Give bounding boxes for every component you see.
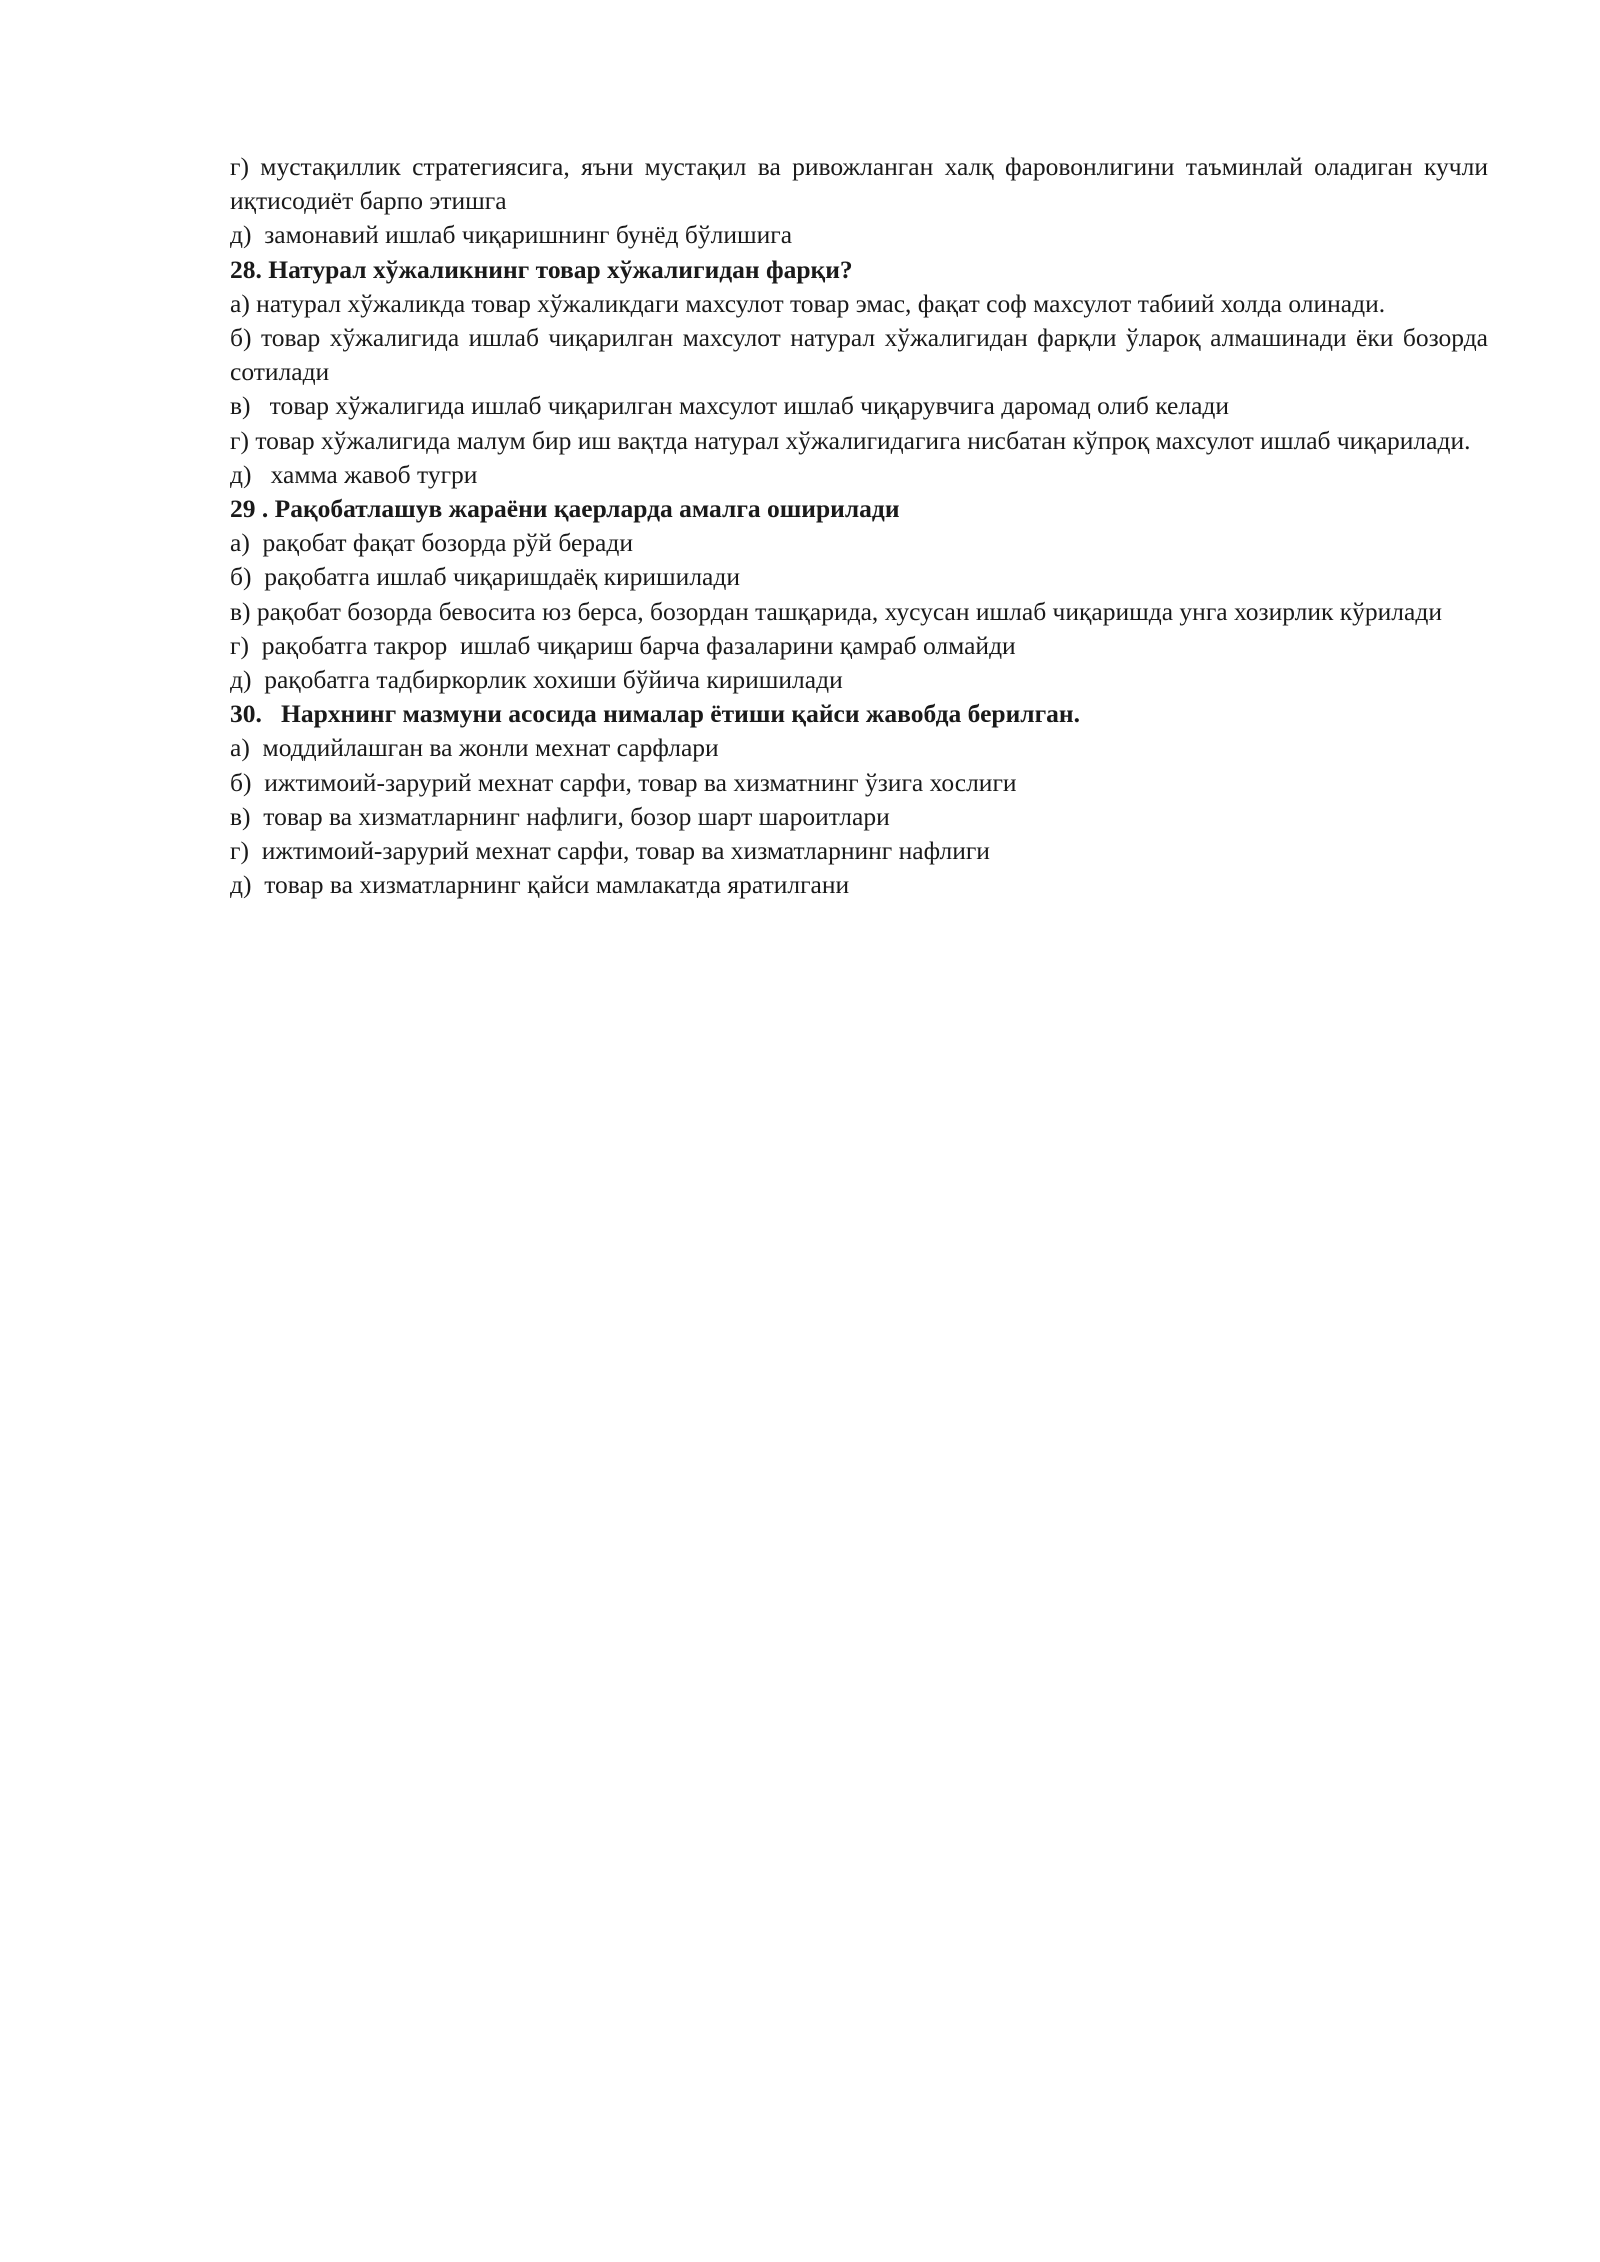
answer-option: а) рақобат фақат бозорда рўй беради	[230, 528, 633, 558]
answer-option: в) товар ва хизматларнинг нафлиги, бозор шарт шароитлари	[230, 801, 890, 831]
answer-option: а) натурал хўжаликда товар хўжаликдаги махсулот товар эмас, фақат соф махсулот табиий холда олинади.	[230, 288, 1386, 318]
answer-option: в) товар хўжалигида ишлаб чиқарилган махсулот ишлаб чиқарувчига даромад олиб келади	[230, 391, 1230, 421]
answer-option: б) рақобатга ишлаб чиқаришдаёқ киришилади	[230, 562, 740, 592]
document-page	[230, 150, 1488, 902]
answer-option: а) моддийлашган ва жонли мехнат сарфлари	[230, 733, 719, 763]
answer-option: г) товар хўжалигида малум бир иш вақтда натурал хўжалигидагига нисбатан кўпроқ махсулот ишлаб чиқарилади.	[230, 425, 1471, 455]
answer-option: г) ижтимоий-зарурий мехнат сарфи, товар ва хизматларнинг нафлиги	[230, 836, 990, 866]
answer-option: б) ижтимоий-зарурий мехнат сарфи, товар ва хизматнинг ўзига хослиги	[230, 767, 1017, 797]
answer-option: д) замонавий ишлаб чиқаришнинг бунёд бўлишига	[230, 220, 793, 250]
answer-option: в) рақобат бозорда бевосита юз берса, бозордан ташқарида, хусусан ишлаб чиқаришда унга хозирлик кўрилади	[230, 596, 1442, 626]
answer-option: д) рақобатга тадбиркорлик хохиши бўйича киришилади	[230, 665, 843, 695]
question-heading: 29 . Рақобатлашув жараёни қаерларда амалга оширилади	[230, 494, 900, 524]
answer-option: г) рақобатга такрор ишлаб чиқариш барча фазаларини қамраб олмайди	[230, 630, 1016, 660]
question-heading: 30. Нархнинг мазмуни асосида нималар ётиши қайси жавобда берилган.	[230, 699, 1080, 729]
question-heading: 28. Натурал хўжаликнинг товар хўжалигидан фарқи?	[230, 254, 853, 284]
answer-option: г) мустақиллик стратегиясига, яъни мустақил ва ривожланган халқ фаровонлигини таъминлай оладиган кучли иқтисодиёт барпо этишга	[230, 152, 1488, 216]
answer-option: д) товар ва хизматларнинг қайси мамлакатда яратилгани	[230, 870, 850, 900]
answer-option: д) хамма жавоб тугри	[230, 459, 478, 489]
answer-option: б) товар хўжалигида ишлаб чиқарилган махсулот натурал хўжалигидан фарқли ўлароқ алмашинади ёки бозорда сотилади	[230, 323, 1488, 387]
